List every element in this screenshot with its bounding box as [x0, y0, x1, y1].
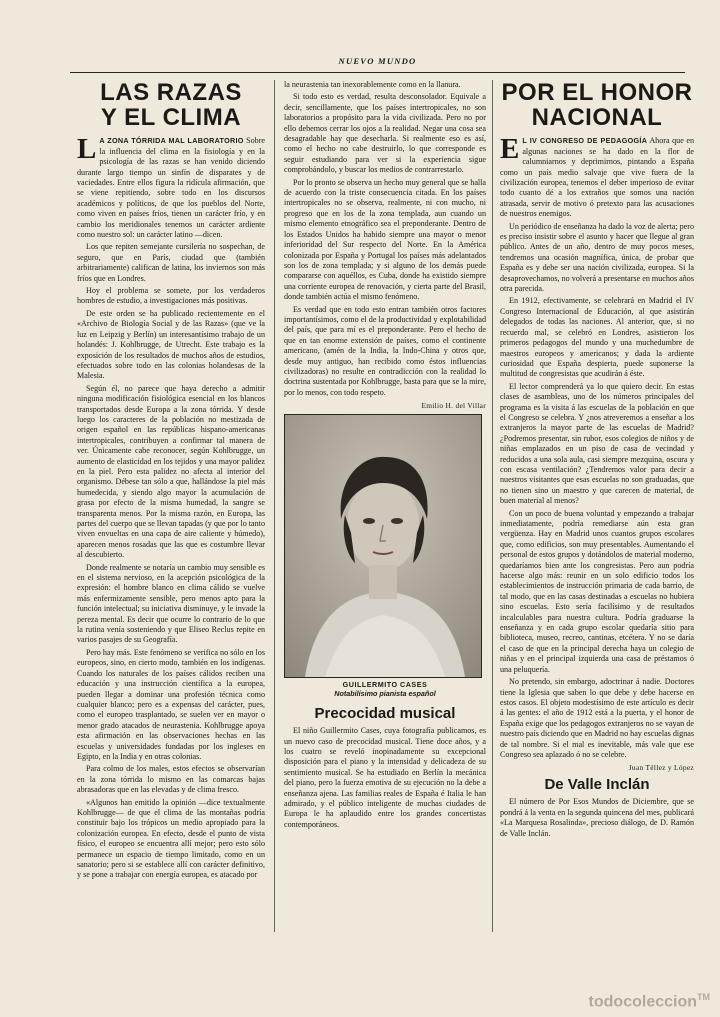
razas-title-line1: LAS RAZAS [100, 80, 242, 106]
razas-paragraph-7: Pero hay más. Este fenómeno se verifica no sólo en los europeos, sino, en cierto modo, también en los indígenas. Cuando los naturales de los países cálidos reciben una educación y una instrucción científica a la europea, pueden llegar a dominar una profesión técnica como cualquier blanco; pero es a expensas del carácter, pues, como el europeo trasplantado, se suelen ver en mayor o menor grado atacados de neurastenia. Kohlbrugge apoya esta afirmación en las observaciones hechas en las escuelas y universidades fundadas por los ingleses en Egipto, en la India y en otras colonias. [77, 647, 265, 761]
watermark-trademark: TM [697, 991, 710, 1002]
honor-paragraph-2: Un periódico de enseñanza ha dado la voz de alerta; pero es preciso insistir sobre el asunto y hacer que llegue al gran público. Antes de un año, dentro de muy pocos meses, tendremos una ocasión magnífica, única, de probar que España es y debe ser una nación civilizada, europea. Si la desaprovechamos, no volverá a presentarse en muchos años otra parecida. [500, 221, 694, 294]
portrait-caption [284, 680, 486, 698]
razas-paragraph-5: Según él, no parece que haya derecho a admitir ninguna modificación fisiológica esencial en los blancos transportados desde Europa a la zona tórrida. Y desde luego los caracteres de la población no mestizada de origen español en las repúblicas hispano-americanas intertropicales, contribuyen a confirmar tal manera de ver. Únicamente cabe reconocer, según Kohlbrugge, un aumento de elasticidad en los tejidos y una mayor palidez en la piel. Pero esta palidez no afecta al interior del organismo. Débese tan sólo a que, hallándose la piel más humedecida, y siendo algo mayor la acumulación de grasa por efecto de la misma humedad, la sangre se transparenta menos. Por la misma razón, en Europa, las partes del cuerpo que se llevan tapadas (y que por lo tanto viven envueltas en una capa de aire caliente y húmedo), aparecen menos rosadas que las que es costumbre llevar al descubierto. [77, 383, 265, 560]
razas-paragraph-12: Por lo pronto se observa un hecho muy general que se halla de acuerdo con la triste consecuencia citada. En los países intertropicales no se observa, realmente, ni con mucho, ni progreso que en los de la zona templada, aun cuando un mismo elemento etnográfico sea el preponderante. Dentro de los Estados Unidos ha habido siempre una mayor o menor inferioridad del Sur respecto del Norte. En la América colonizada por España y Portugal los países más adelantados son los de zona templada; y si alguno de los demás puede compararse con aquéllos, es Cuba, donde ha existido siempre una corriente europea de renovación, y cierta parte del Brasil, donde también actúa el mismo fenómeno. [284, 177, 486, 302]
razas-paragraph-4: De este orden se ha publicado recientemente en el «Archivo de Biología Social y de las Razas» (que ve la luz en Leipzig y Berlín) un interesantísimo trabajo de un holandés: J. Kohlbrugge, de Utrecht. Este trabajo es la exposición de los resultados de muchos años de estudios, efectuados sobre todo en las colonias holandesas de la Malesia. [77, 308, 265, 381]
razas-paragraph-10: la neurastenia tan inexorablemente como en la llanura. [284, 80, 461, 89]
honor-drop-cap: E [500, 133, 520, 166]
honor-paragraph-1: E L IV CONGRESO DE PEDAGOGÍA Ahora que en algunas naciones se ha dado en la flor de calumniarnos y deprimirnos, pintando a España como un país medio salvaje que vive fuera de la civilización europea, tenemos el deber imperioso de evitar todo cuanto dé a los extraños que somos una nación atrasada, servir de motivo ó pretexto para las acusaciones de nuestros enemigos. [500, 133, 694, 219]
razas-signature: Emilio H. del Villar [421, 401, 486, 411]
masthead-title: NUEVO MUNDO [338, 56, 417, 66]
masthead [70, 56, 685, 73]
razas-title-line2: Y EL CLIMA [100, 104, 242, 132]
valle-paragraph-1: El número de Por Esos Mundos de Diciembre, que se pondrá á la venta en la segunda quincena del mes, publicará «La Marquesa Rosalinda», precioso diálogo, de D. Ramón de Valle Inclán. [500, 797, 694, 838]
razas-drop-cap: L [77, 133, 97, 166]
razas-paragraph-9: «Algunos han emitido la opinión —dice textualmente Kohlbrugge— de que el clima de las montañas podría constituir bajo los trópicos un medio apropiado para la colonización europea. En efecto, desde el punto de vista físico, el europeo se encuentra allí mejor; pero esto sólo permanece un espacio de tiempo limitado, como en un sanatorio; pero si se establece allí con carácter definitivo, y se pone a trabajar con energía europea, es atacado por [77, 797, 265, 880]
caption-subtitle: Notabilísimo pianista español [334, 689, 436, 699]
razas-paragraph-8: Para colmo de los males, estos efectos se observarían en la zona tórrida lo mismo en las comarcas bajas abrasadoras que en las elevadas y de clima fresco. [77, 764, 265, 795]
watermark-text: todocoleccion [588, 993, 697, 1010]
razas-paragraph-6: Donde realmente se notaría un cambio muy sensible es en el sistema nervioso, en la acepción psicológica de la expresión: el hombre blanco en clima cálido se vuelve más enfermizamente sensible, pero menos apto para la función intelectual; su iniciativa disminuye, y le invade la pereza mental. Es decir que ocurre lo contrario de lo que la rutina venía sosteniendo y que Eliseo Reclus repite en varios pasajes de su Geografía. [77, 562, 265, 645]
razas-kicker: A ZONA TÓRRIDA MAL LABORATORIO [99, 136, 244, 146]
column-rule-1 [274, 80, 275, 932]
honor-kicker: L IV CONGRESO DE PEDAGOGÍA [522, 136, 648, 146]
precocidad-title: Precocidad musical [314, 705, 456, 723]
razas-paragraph-11: Si todo esto es verdad, resulta desconsolador. Equivale a decir, sencillamente, que los países intertropicales, no son laboratorios a propósito para la vida civilizada. Pero no por ello debemos cerrar los ojos a la realidad. Negar una cosa sea desagradable hay que desecharla. Si realmente eso es así, como el hecho no cabe destruirlo, lo que corresponde es seguir estudiando para ver si la experiencia sigue comprobándolo, y buscar los medios de contrarrestarlo. [284, 92, 486, 175]
watermark-logo [589, 992, 710, 1011]
honor-paragraph-5: Con un poco de buena voluntad y empezando a trabajar inmediatamente, podría remediarse aún esta gran vergüenza. Hay en Madrid unos cuantos grupos escolares que, como edificios, son muy presentables. Aumentando el personal de estos grupos y dotándolos de material moderno, quedaríamos bien ante los congresistas. Pero aun podría hacerse algo más: reunir en un solo edificio todos los establecimientos de instrucción primaria de cada barrio, de tal modo, que en las casas destinadas a escuelas no hubiera sino escuelas. Esto sería facilísimo y de resultados incalculables para nuestra cultura. Podría graduarse la enseñanza y en cada grupo escolar quedaría sitio para biblioteca, museo, recreo, cantinas, etcétera. Y no se daría el caso de que en la principal derecha haya un colegio de niñas y en el principal izquierda una casa de préstamos ó una peluquería. [500, 508, 694, 674]
honor-paragraph-3: En 1912, efectivamente, se celebrará en Madrid el IV Congreso Internacional de Educación, al que asistirán delegados de todas las naciones. Al anterior, que, si no recuerdo mal, se celebró en Londres, asistieron los primeros pedagogos del mundo y una muchedumbre de maestros europeos y americanos; y dada la ardiente curiosidad que España despierta, puede suponerse la multitud de congresistas que acudirán á éste. [500, 296, 694, 379]
caption-name: GUILLERMITO CASES [342, 680, 428, 690]
portrait-image [285, 415, 481, 677]
honor-paragraph-6: No pretendo, sin embargo, adoctrinar á nadie. Doctores tiene la Iglesia que saben lo que debe y debe hacerse en estos casos. El objeto modestísimo de este artículo es decir á las gentes: el año de 1912 está a la puerta, y el honor de España exige que los pedagogos extranjeros no se vayan de nuestro país diciendo que en Madrid no hay escuelas dignas de tal nombre. Si el mal es inevitable, más vale que ese Congreso sea aplazado ó no se celebre. [500, 677, 694, 759]
column-right [500, 80, 694, 932]
honor-title-line1: POR EL HONOR [501, 80, 693, 106]
honor-title-line2: NACIONAL [531, 104, 663, 132]
column-rule-2 [492, 80, 493, 932]
honor-signature: Juan Téllez y López [628, 763, 694, 773]
razas-paragraph-2: Los que repiten semejante cursilería no sospechan, de seguro, que en París, ciudad que (también arbitrariamente) califican de latina, los inviernos son más fríos que en Londres. [77, 242, 265, 283]
column-middle [284, 80, 486, 932]
portrait-photo [284, 414, 482, 678]
valle-title: De Valle Inclán [544, 776, 650, 794]
razas-paragraph-3: Hoy el problema se somete, por los verdaderos hombres de estudio, a investigaciones más positivas. [77, 286, 265, 306]
razas-paragraph-13: Es verdad que en todo esto entran también otros factores importantísimos, como el de la productividad y explotabilidad del país, que para mí es el preponderante. Pero el hecho de que en tan enorme extensión de países, como el continente americano, (amén de la India, la Indo-China y otros que, desde muy antiguo, han recibido como éstos influencias civilizadoras) no resulte en contradicción con la realidad lo doctrina sustentada por Kohlbrugge, basta para que se la mire, por lo menos, con todo respeto. [284, 304, 486, 397]
column-left [77, 80, 265, 932]
precocidad-paragraph-1: El niño Guillermito Cases, cuya fotografía publicamos, es un nuevo caso de precocidad musical. Tiene doce años, y a los cuatro se reveló inopinadamente su excepcional disposición para el piano y la intensidad y delicadeza de su sentimiento musical. Se ha estudiado en Berlín la mecánica del piano, pero la fuerza emotiva de su ejecución no la debe a enseñanza ajena. Las familias reales de España é Italia le han admirado, y el público inteligente de muchas ciudades de Europa le ha aplaudido entre los grandes concertistas contemporáneos. [284, 726, 486, 829]
honor-paragraph-4: El lector comprenderá ya lo que quiero decir. En estas clases de asambleas, uno de los números principales del programa es la visita á las escuelas de la población en que el Congreso se celebra. Y ¿nos atreveremos a enseñar a los extranjeros la mayor parte de las escuelas de Madrid? ¿Podremos presentar, sin rubor, esos colegios de niños y de niñas emplazados en un piso de casa de vecindad y reducidos a una sola aula, casi siempre mezquina, oscura y con escasa ventilación? ¿Tendremos valor para decir a nuestros visitantes que esas escuelas no son graduadas, que no tienen sino un maestro y que carecen de material, de buen material al menos? [500, 381, 694, 506]
razas-paragraph-1: L A ZONA TÓRRIDA MAL LABORATORIO Sobre la influencia del clima en la fisiología y en la psicología de las razas se han venido diciendo durante largo tiempo un sinfín de disparates y de vaciedades. Entre ellos figura la ridícula afirmación, que se viene repitiendo, sobre todo en los discursos académicos y políticos, de que los pueblos del Norte, como viven en países fríos, tienen un carácter frío, y en cambio los meridionales tenemos un carácter ardiente como nuestro sol: un carácter latino —dicen. [77, 133, 265, 240]
